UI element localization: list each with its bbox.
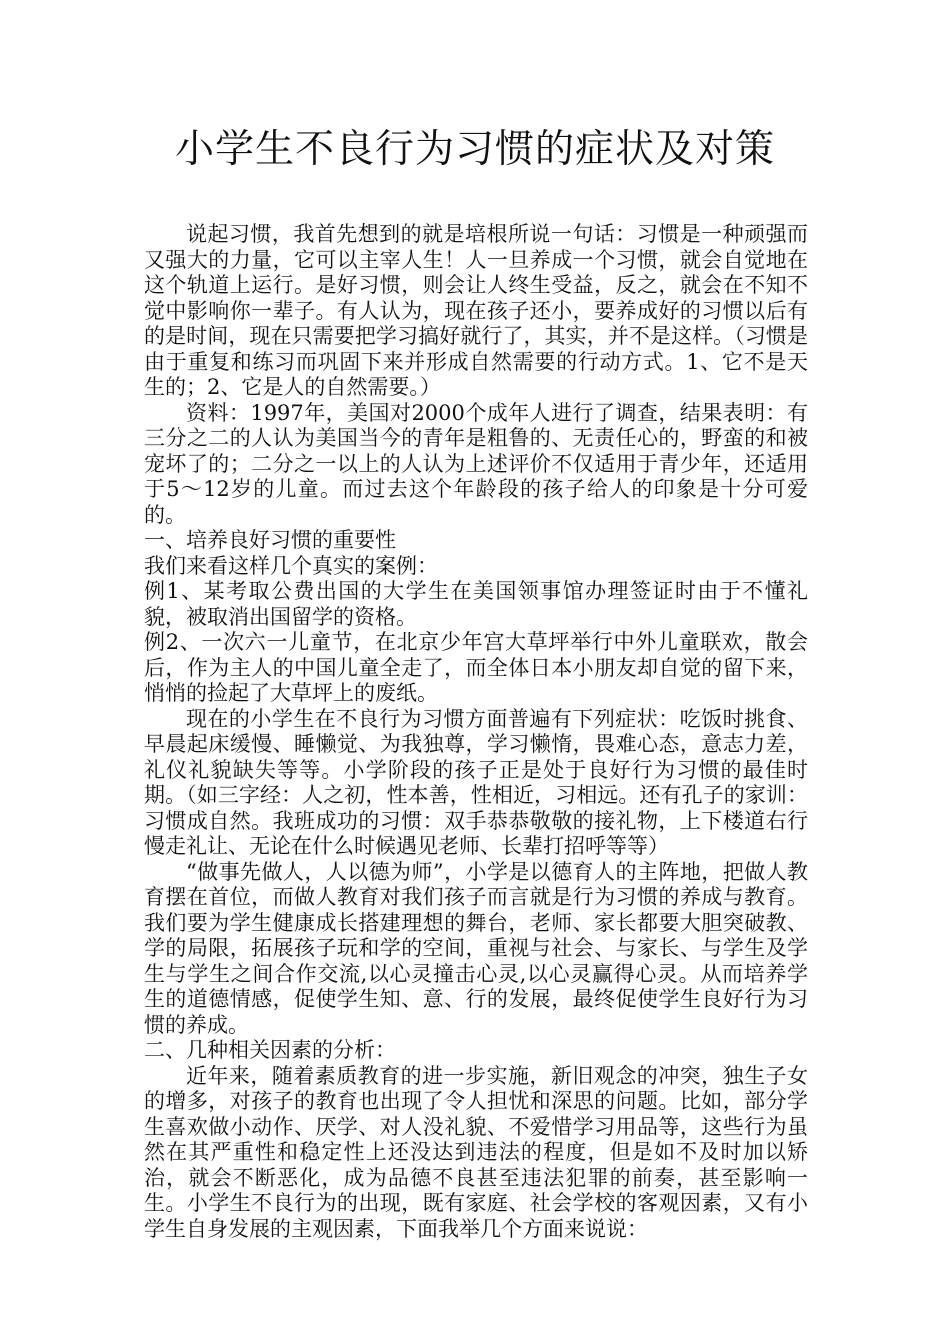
paragraph-intro-habit: 说起习惯，我首先想到的就是培根所说一句话：习惯是一种顽强而又强大的力量，它可以主宰人生！人一旦养成一个习惯，就会自觉地在这个轨道上运行。是好习惯，则会让人终生受益，反之，就会在不知不觉中影响你一辈子。有人认为，现在孩子还小，要养成好的习惯以后有的是时间，现在只需要把学习搞好就行了，其实，并不是这样。（习惯是由于重复和练习而巩固下来并形成自然需要的行动方式。1、它不是天生的；2、它是人的自然需要。） bbox=[144, 222, 808, 399]
paragraph-case-1: 例1、某考取公费出国的大学生在美国领事馆办理签证时由于不懂礼貌，被取消出国留学的资格。 bbox=[144, 579, 808, 629]
section-heading-importance: 一、培养良好习惯的重要性 bbox=[144, 528, 396, 552]
section-heading-factors: 二、几种相关因素的分析： bbox=[144, 1038, 396, 1062]
document-body bbox=[144, 222, 808, 1242]
paragraph-case-2: 例2、一次六一儿童节，在北京少年宫大草坪举行中外儿童联欢，散会后，作为主人的中国儿童全走了，而全体日本小朋友却自觉的留下来，悄悄的捡起了大草坪上的废纸。 bbox=[144, 630, 808, 705]
document-title: 小学生不良行为习惯的症状及对策 bbox=[174, 127, 775, 172]
paragraph-moral-education: “做事先做人，人以德为师”，小学是以德育人的主阵地，把做人教育摆在首位，而做人教育对我们孩子而言就是行为习惯的养成与教育。 我们要为学生健康成长搭建理想的舞台，老师、家长都要大胆突破教、学的局限，拓展孩子玩和学的空间，重视与社会、与家长、与学生及学生与学生之间合作交流,以心灵撞击心灵,以心灵赢得心灵。从而培养学生的道德情感，促使学生知、意、行的发展，最终促使学生良好行为习惯的养成。 bbox=[144, 859, 808, 1037]
paragraph-factors-analysis: 近年来，随着素质教育的进一步实施，新旧观念的冲突，独生子女的增多，对孩子的教育也出现了令人担忧和深思的问题。比如，部分学生喜欢做小动作、厌学、对人没礼貌、不爱惜学习用品等，这些行为虽然在其严重性和稳定性上还没达到违法的程度，但是如不及时加以矫治，就会不断恶化，成为品德不良甚至违法犯罪的前奏，甚至影响一生。小学生不良行为的出现，既有家庭、社会学校的客观因素，又有小学生自身发展的主观因素，下面我举几个方面来说说： bbox=[144, 1063, 808, 1241]
paragraph-symptoms: 现在的小学生在不良行为习惯方面普遍有下列症状：吃饭时挑食、早晨起床缓慢、睡懒觉、为我独尊，学习懒惰，畏难心态，意志力差，礼仪礼貌缺失等等。小学阶段的孩子正是处于良好行为习惯的最佳时期。（如三字经：人之初，性本善，性相近，习相远。还有孔子的家训：习惯成自然。我班成功的习惯：双手恭恭敬敬的接礼物，上下楼道右行慢走礼让、无论在什么时候遇见老师、长辈打招呼等等） bbox=[144, 706, 808, 858]
paragraph-cases-intro: 我们来看这样几个真实的案例： bbox=[144, 553, 438, 578]
paragraph-survey-data: 资料：1997年，美国对2000个成年人进行了调查，结果表明：有三分之二的人认为美国当今的青年是粗鲁的、无责任心的，野蛮的和被宠坏了的；二分之一以上的人认为上述评价不仅适用于青少年，还适用于5～12岁的儿童。而过去这个年龄段的孩子给人的印象是十分可爱的。 bbox=[144, 400, 808, 527]
